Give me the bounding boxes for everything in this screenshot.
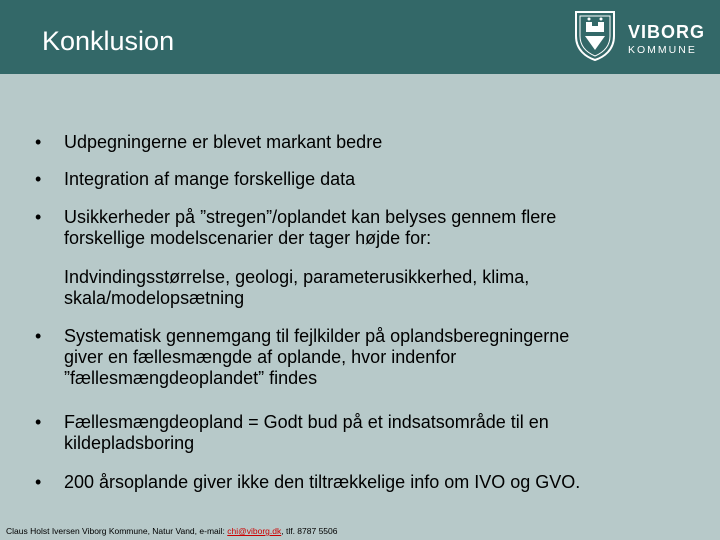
bullet-marker: • [35,326,42,346]
footer-contact: Claus Holst Iversen Viborg Kommune, Natur Vand, e-mail: [6,526,228,536]
bullet-text: Fællesmængdeopland = Godt bud på et indsatsområde til en kildepladsboring [64,412,549,453]
bullet-marker: • [35,132,42,152]
bullet-text: Systematisk gennemgang til fejlkilder på oplandsberegningerne giver en fællesmængde af oplande, hvor indenfor ”fællesmængdeoplandet” findes [64,326,570,388]
bullet-text: Indvindingsstørrelse, geologi, parameterusikkerhed, klima, skala/modelopsætning [64,267,530,308]
bullet-marker: • [35,412,42,432]
bullet-marker: • [35,169,42,189]
logo-subtitle: KOMMUNE [628,44,697,56]
slide-title: Konklusion [42,26,175,56]
bullet-marker: • [35,472,42,492]
bullet-text: Integration af mange forskellige data [64,169,356,189]
footer-phone: , tlf. 8787 5506 [281,526,338,536]
bullet-text: Udpegningerne er blevet markant bedre [64,132,383,152]
bullet-text: 200 årsoplande giver ikke den tiltrækkelige info om IVO og GVO. [64,472,581,492]
bullet-marker: • [35,207,42,227]
bullet-text: Usikkerheder på ”stregen”/oplandet kan belyses gennem flere forskellige modelscenarier der tager højde for: [64,207,557,248]
footer-email-link[interactable]: chi@viborg.dk [227,526,282,536]
logo-name: VIBORG [628,22,706,42]
slide-footer [6,526,338,536]
